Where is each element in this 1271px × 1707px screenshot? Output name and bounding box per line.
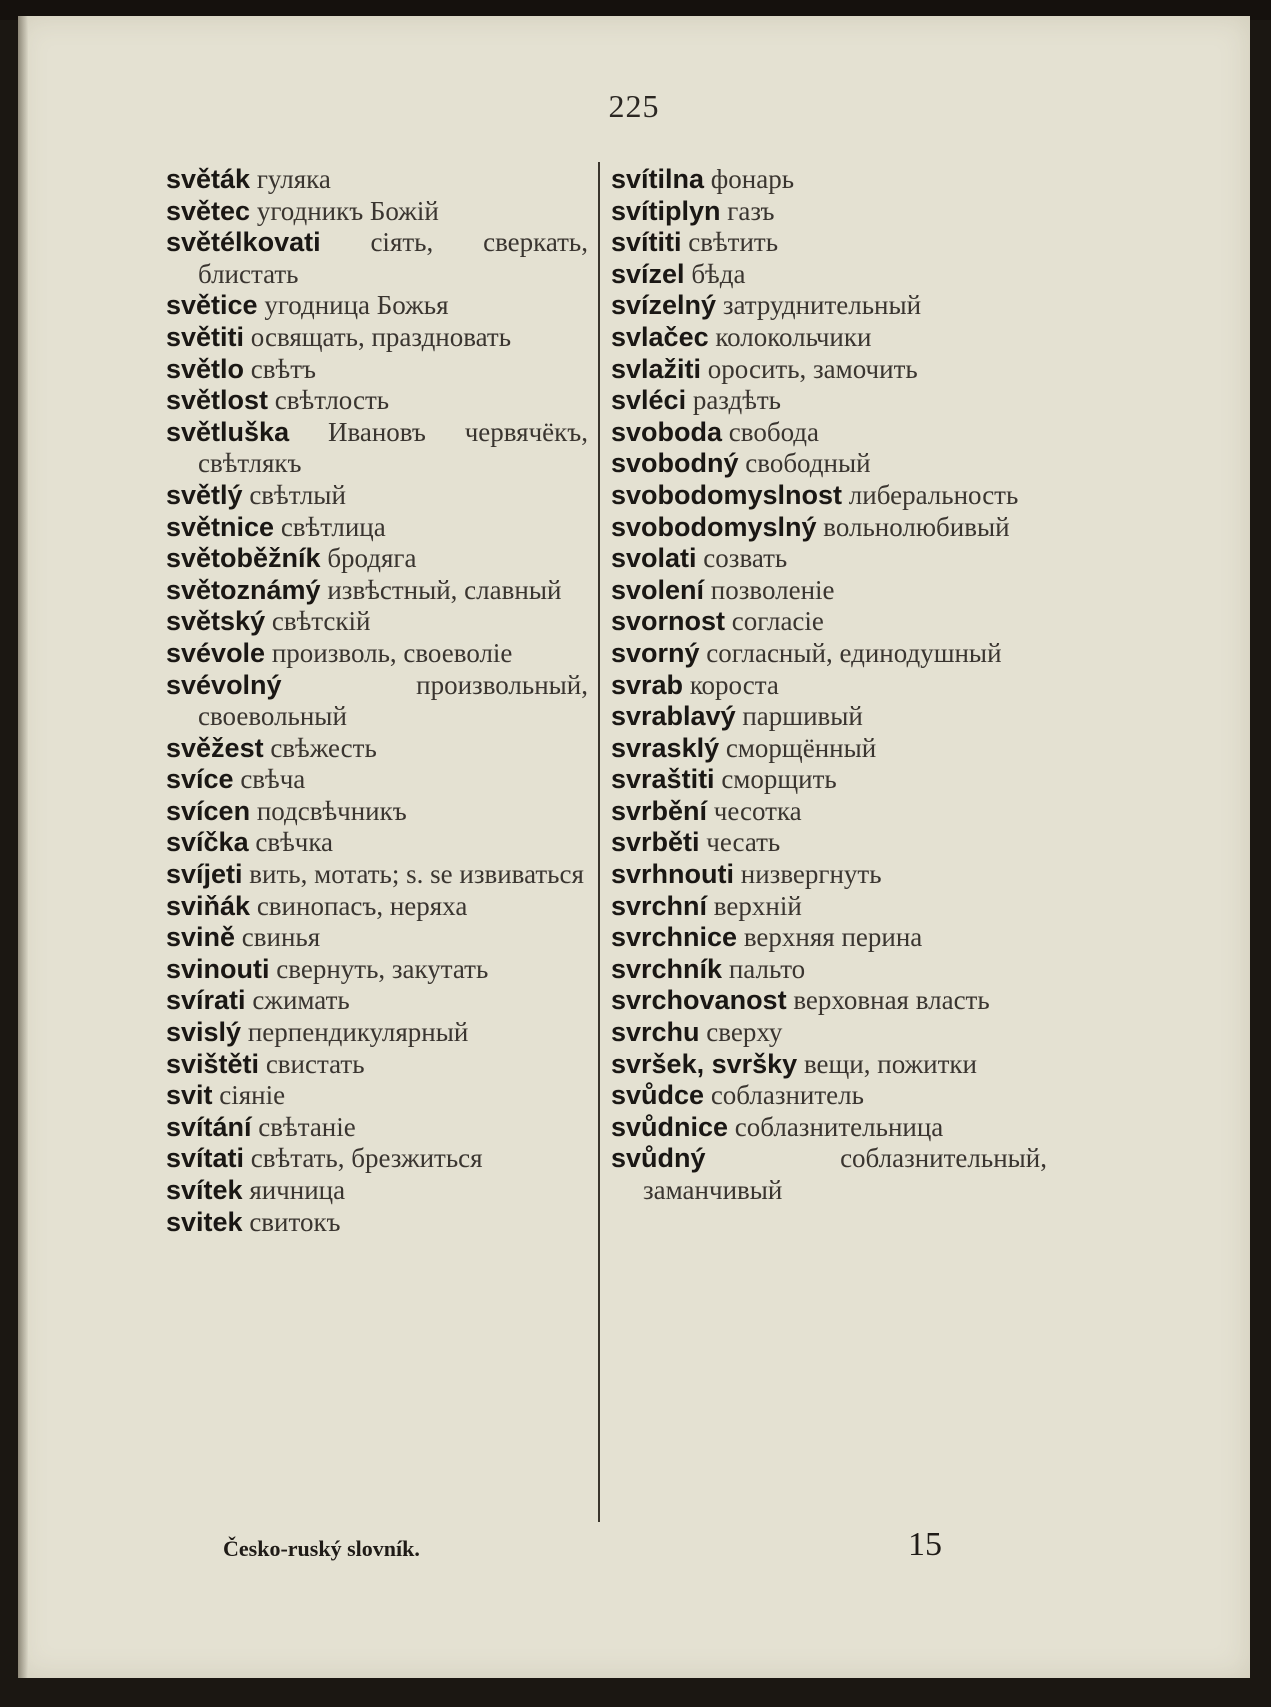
entry-translation: свѣтлый	[249, 479, 346, 510]
entry-headword: světák	[166, 164, 251, 194]
dictionary-entry	[611, 859, 1047, 891]
dictionary-entry	[611, 543, 1047, 575]
dictionary-entry	[611, 480, 1047, 512]
entry-headword: svobodný	[611, 448, 739, 479]
dictionary-entry	[611, 1049, 1047, 1081]
dictionary-entry	[166, 891, 588, 923]
entry-translation: чесать	[706, 827, 781, 858]
dictionary-entry	[611, 1143, 1047, 1206]
entry-headword: svrběti	[611, 827, 700, 858]
column-divider	[598, 162, 600, 1522]
page-number: 225	[608, 88, 660, 124]
entry-headword: svítání	[166, 1111, 252, 1142]
entry-headword: světoznámý	[166, 574, 321, 605]
entry-headword: svítati	[166, 1143, 245, 1174]
entry-headword: svůdce	[611, 1080, 705, 1111]
entry-translation: свистать	[265, 1048, 365, 1079]
entry-headword: svrchu	[611, 1017, 700, 1048]
dictionary-entry	[166, 322, 588, 354]
entry-headword: svévole	[166, 637, 266, 668]
entry-headword: svraštiti	[611, 764, 715, 795]
entry-translation: освящать, праздновать	[250, 321, 512, 352]
dictionary-entry	[166, 764, 588, 796]
entry-headword: svrasklý	[611, 732, 720, 763]
dictionary-entry	[611, 985, 1047, 1017]
entry-translation: свѣтить	[688, 227, 779, 258]
dictionary-entry	[166, 733, 588, 765]
dictionary-entry	[166, 796, 588, 828]
entry-headword: svrchní	[611, 890, 708, 921]
dictionary-entry	[611, 512, 1047, 544]
entry-translation: свѣча	[240, 764, 306, 795]
entry-headword: svobodomyslnost	[611, 479, 843, 510]
entry-headword: svolati	[611, 543, 697, 574]
entry-headword: světlost	[166, 385, 269, 416]
entry-headword: svěžest	[166, 732, 264, 763]
entry-headword: světský	[166, 606, 266, 637]
dictionary-entry	[611, 196, 1047, 228]
dictionary-entry	[166, 227, 588, 290]
entry-translation: позволеніе	[710, 574, 835, 605]
entry-translation: созвать	[703, 543, 788, 574]
entry-headword: světoběžník	[166, 543, 321, 574]
entry-translation: свобода	[728, 416, 820, 447]
entry-headword: svíce	[166, 764, 234, 795]
dictionary-entry	[611, 575, 1047, 607]
dictionary-entry	[611, 796, 1047, 828]
entry-translation: свѣтлость	[274, 385, 390, 416]
dictionary-entry	[166, 1143, 588, 1175]
entry-translation: раздѣть	[692, 385, 781, 416]
entry-translation: сіять, сверкать, блистать	[198, 227, 588, 289]
dictionary-entry	[611, 259, 1047, 291]
dictionary-entry	[166, 670, 588, 733]
entry-translation: подсвѣчникъ	[256, 795, 407, 826]
dictionary-entry	[166, 954, 588, 986]
entry-translation: свинья	[241, 922, 321, 953]
entry-translation: фонарь	[710, 164, 795, 194]
dictionary-entry	[611, 322, 1047, 354]
entry-translation: либеральность	[848, 479, 1019, 510]
entry-headword: svrchník	[611, 953, 723, 984]
entry-headword: svině	[166, 922, 236, 953]
dictionary-entry	[166, 1017, 588, 1049]
book-page	[18, 16, 1250, 1678]
entry-headword: světec	[166, 195, 251, 226]
entry-translation: верхняя перина	[743, 922, 923, 953]
entry-headword: svítiti	[611, 227, 682, 258]
dictionary-entry	[166, 827, 588, 859]
entry-translation: сморщённый	[725, 732, 877, 763]
dictionary-entry	[611, 954, 1047, 986]
entry-headword: svíjeti	[166, 859, 243, 890]
entry-translation: сіяніе	[219, 1080, 286, 1111]
entry-translation: сморщить	[721, 764, 837, 795]
entry-translation: низвергнуть	[740, 859, 882, 890]
entry-translation: колокольчики	[715, 321, 872, 352]
dictionary-entry	[166, 1175, 588, 1207]
dictionary-entry	[611, 891, 1047, 923]
right-column	[611, 164, 1047, 1207]
entry-headword: svrchnice	[611, 922, 738, 953]
dictionary-entry	[611, 922, 1047, 954]
dictionary-entry	[611, 385, 1047, 417]
entry-headword: svírati	[166, 985, 246, 1016]
entry-headword: světiti	[166, 321, 245, 352]
entry-translation: затруднительный	[722, 290, 922, 321]
dictionary-entry	[166, 196, 588, 228]
footer-book-title: Česko-ruský slovník.	[223, 1536, 420, 1561]
entry-headword: svrab	[611, 669, 684, 700]
entry-translation: перпендикулярный	[247, 1017, 469, 1048]
dictionary-entry	[611, 701, 1047, 733]
entry-translation: произволь, своеволіе	[271, 637, 513, 668]
entry-translation: свернуть, закутать	[276, 953, 489, 984]
dictionary-entry	[611, 764, 1047, 796]
entry-headword: svorný	[611, 637, 700, 668]
entry-translation: соблазнитель	[710, 1080, 864, 1111]
entry-headword: svítilna	[611, 164, 705, 194]
dictionary-entry	[166, 1112, 588, 1144]
entry-headword: svíčka	[166, 827, 249, 858]
entry-translation: вольнолюбивый	[823, 511, 1010, 542]
entry-translation: угодникъ Божій	[256, 195, 439, 226]
entry-translation: короста	[689, 669, 779, 700]
dictionary-entry	[611, 164, 1047, 196]
entry-translation: свѣтаніе	[258, 1111, 356, 1142]
entry-translation: оросить, замочить	[707, 353, 918, 384]
dictionary-entry	[611, 227, 1047, 259]
dictionary-entry	[611, 733, 1047, 765]
dictionary-entry	[611, 638, 1047, 670]
entry-translation: пальто	[728, 953, 806, 984]
dictionary-entry	[166, 985, 588, 1017]
entry-translation: свинопасъ, неряха	[256, 890, 468, 921]
dictionary-entry	[166, 859, 588, 891]
dictionary-entry	[166, 164, 588, 196]
entry-headword: svléci	[611, 385, 687, 416]
entry-translation: свѣтать, брезжиться	[250, 1143, 483, 1174]
dictionary-entry	[166, 290, 588, 322]
entry-headword: světélkovati	[166, 227, 321, 258]
entry-headword: sviňák	[166, 890, 251, 921]
dictionary-entry	[166, 385, 588, 417]
entry-translation: свѣчка	[255, 827, 334, 858]
entry-headword: svoboda	[611, 416, 723, 447]
entry-translation: верховная власть	[793, 985, 990, 1016]
entry-translation: свитокъ	[249, 1206, 341, 1237]
dictionary-entry	[166, 417, 588, 480]
dictionary-entry	[611, 448, 1047, 480]
entry-translation: Ивановъ червячёкъ, свѣтлякъ	[198, 416, 588, 479]
entry-translation: угодница Божья	[264, 290, 449, 321]
entry-translation: соблазнительница	[734, 1111, 944, 1142]
entry-headword: svinouti	[166, 953, 270, 984]
entry-headword: svícen	[166, 795, 251, 826]
entry-translation: верхній	[713, 890, 802, 921]
entry-headword: svobodomyslný	[611, 511, 817, 542]
entry-headword: svlačec	[611, 321, 709, 352]
footer-signature-mark: 15	[908, 1526, 942, 1563]
entry-translation: свѣтъ	[250, 353, 316, 384]
entry-translation: чесотка	[713, 795, 802, 826]
dictionary-entry	[611, 1112, 1047, 1144]
entry-translation: свѣжесть	[270, 732, 377, 763]
entry-translation: бродяга	[327, 543, 417, 574]
dictionary-entry	[611, 354, 1047, 386]
dictionary-entry	[166, 1080, 588, 1112]
entry-translation: соблазнительный, заманчивый	[643, 1143, 1047, 1205]
entry-headword: svištěti	[166, 1048, 260, 1079]
entry-headword: svévolný	[166, 669, 282, 700]
entry-translation: вить, мотать; s. se извиваться	[249, 859, 584, 890]
entry-translation: свѣтскій	[271, 606, 371, 637]
dictionary-entry	[611, 670, 1047, 702]
dictionary-entry	[166, 575, 588, 607]
dictionary-entry	[166, 922, 588, 954]
entry-headword: svrchovanost	[611, 985, 787, 1016]
entry-translation: свободный	[745, 448, 871, 479]
entry-translation: согласіе	[731, 606, 824, 637]
dictionary-entry	[166, 1207, 588, 1239]
entry-translation: вещи, пожитки	[803, 1048, 977, 1079]
entry-headword: svůdnice	[611, 1111, 729, 1142]
entry-translation: произвольный, своевольный	[198, 669, 588, 732]
entry-translation: извѣстный, славный	[327, 574, 562, 605]
entry-headword: světlý	[166, 479, 243, 510]
entry-headword: svízel	[611, 258, 685, 289]
dictionary-entry	[166, 480, 588, 512]
entry-translation: сверху	[706, 1017, 783, 1048]
entry-translation: яичница	[249, 1175, 346, 1205]
entry-translation: бѣда	[691, 258, 746, 289]
entry-translation: согласный, единодушный	[706, 637, 1002, 668]
dictionary-entry	[611, 827, 1047, 859]
dictionary-entry	[166, 638, 588, 670]
entry-headword: svrhnouti	[611, 859, 735, 890]
entry-headword: svislý	[166, 1017, 242, 1048]
entry-headword: svrablavý	[611, 701, 736, 732]
entry-headword: svornost	[611, 606, 726, 637]
entry-translation: сжимать	[252, 985, 350, 1016]
dictionary-entry	[611, 1017, 1047, 1049]
dictionary-entry	[166, 354, 588, 386]
entry-headword: svlažiti	[611, 353, 702, 384]
entry-translation: паршивый	[742, 701, 863, 732]
entry-headword: svízelný	[611, 290, 717, 321]
dictionary-entry	[611, 606, 1047, 638]
entry-headword: svit	[166, 1080, 213, 1111]
entry-headword: svolení	[611, 574, 705, 605]
entry-headword: svůdný	[611, 1143, 706, 1174]
entry-headword: svitek	[166, 1206, 243, 1237]
dictionary-entry	[166, 543, 588, 575]
entry-headword: svítek	[166, 1175, 243, 1205]
page-spine-shadow	[18, 16, 28, 1678]
left-column	[166, 164, 588, 1238]
dictionary-entry	[611, 290, 1047, 322]
entry-translation: свѣтлица	[280, 511, 386, 542]
entry-headword: světluška	[166, 416, 290, 447]
entry-headword: svršek, svršky	[611, 1048, 798, 1079]
dictionary-entry	[611, 1080, 1047, 1112]
entry-headword: světice	[166, 290, 258, 321]
dictionary-entry	[166, 512, 588, 544]
dictionary-entry	[166, 606, 588, 638]
entry-headword: svítiplyn	[611, 195, 721, 226]
entry-headword: světnice	[166, 511, 275, 542]
dictionary-entry	[166, 1049, 588, 1081]
entry-headword: svrbění	[611, 795, 708, 826]
entry-translation: газъ	[727, 195, 775, 226]
entry-headword: světlo	[166, 353, 245, 384]
dictionary-entry	[611, 417, 1047, 449]
entry-translation: гуляка	[256, 164, 331, 194]
